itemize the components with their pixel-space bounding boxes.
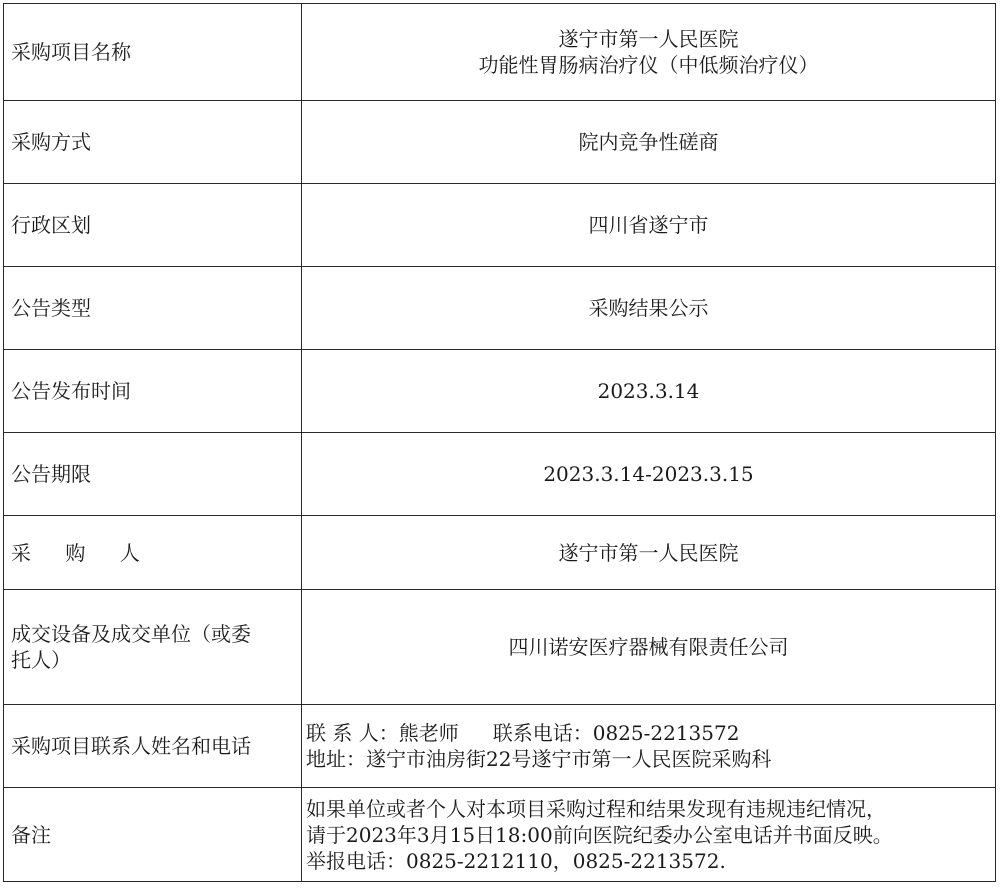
- row-label-procurement-method: 采购方式: [4, 101, 302, 184]
- project-name-line-1: 遂宁市第一人民医院: [558, 27, 739, 51]
- row-label-contact: 采购项目联系人姓名和电话: [4, 705, 302, 788]
- row-label-region: 行政区划: [4, 184, 302, 267]
- row-value-notice-type: 采购结果公示: [302, 267, 996, 350]
- row-value-purchaser: 遂宁市第一人民医院: [302, 516, 996, 590]
- table-row: [4, 4, 996, 101]
- table-row: [4, 267, 996, 350]
- table-row: [4, 590, 996, 705]
- row-label-project-name: 采购项目名称: [4, 4, 302, 101]
- row-label-publish-date: 公告发布时间: [4, 350, 302, 433]
- contact-line-1: [306, 720, 995, 746]
- row-label-notice-type: 公告类型: [4, 267, 302, 350]
- row-label-winning-unit: [4, 590, 302, 705]
- row-label-remark: 备注: [4, 788, 302, 882]
- table-row: [4, 101, 996, 184]
- table-row: [4, 705, 996, 788]
- row-value-remark: [302, 788, 996, 882]
- row-value-publish-date: 2023.3.14: [302, 350, 996, 433]
- winning-label-line-1: 成交设备及成交单位（或委: [11, 622, 251, 646]
- procurement-notice-table: [3, 3, 996, 882]
- remark-line-3: 举报电话：0825-2212110，0825-2213572.: [306, 848, 726, 873]
- table-row: [4, 516, 996, 590]
- row-value-notice-period: 2023.3.14-2023.3.15: [302, 433, 996, 516]
- row-label-notice-period: 公告期限: [4, 433, 302, 516]
- contact-person: 联 系 人：熊老师: [306, 721, 459, 745]
- winning-label-line-2: 托人）: [11, 648, 71, 672]
- row-value-procurement-method: 院内竞争性磋商: [302, 101, 996, 184]
- row-label-purchaser: 采 购 人: [4, 516, 302, 590]
- table-row: [4, 350, 996, 433]
- contact-phone: 联系电话：0825-2213572: [492, 721, 740, 745]
- table-row: [4, 433, 996, 516]
- row-value-winning-unit: 四川诺安医疗器械有限责任公司: [302, 590, 996, 705]
- project-name-line-2: 功能性胃肠病治疗仪（中低频治疗仪）: [478, 53, 819, 77]
- remark-line-2: 请于2023年3月15日18:00前向医院纪委办公室电话并书面反映。: [306, 822, 893, 847]
- table-row: [4, 184, 996, 267]
- row-value-region: 四川省遂宁市: [302, 184, 996, 267]
- row-value-contact: [302, 705, 996, 788]
- row-value-project-name: [302, 4, 996, 101]
- table-row: [4, 788, 996, 882]
- remark-line-1: 如果单位或者个人对本项目采购过程和结果发现有违规违纪情况，: [306, 796, 886, 821]
- contact-address: 地址：遂宁市油房街22号遂宁市第一人民医院采购科: [306, 747, 772, 771]
